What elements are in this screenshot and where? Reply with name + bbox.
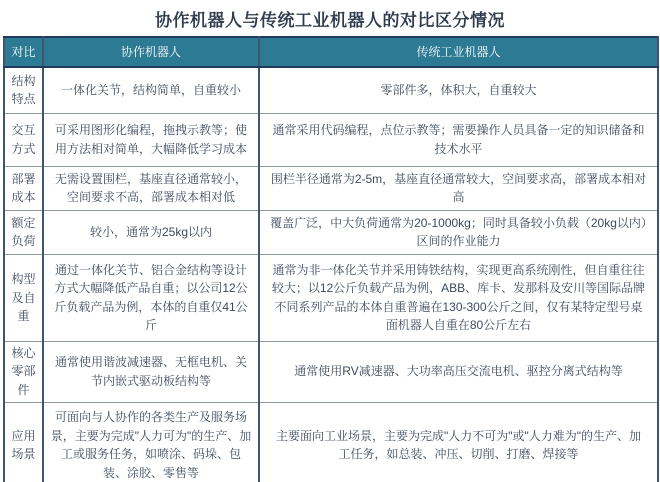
cell-cobot-structure: 一体化关节，结构简单，自重较小 [43, 67, 259, 113]
cell-traditional-deploy: 围栏半径通常为2-5m，基座直径通常较大，空间要求高，部署成本相对高 [259, 166, 658, 210]
table-row [4, 67, 658, 113]
page-title: 协作机器人与传统工业机器人的对比区分情况 [155, 11, 505, 30]
cell-cobot-core-parts: 通常使用谐波减速器、无框电机、关节内嵌式驱动板结构等 [43, 341, 259, 402]
header-cobot: 协作机器人 [43, 37, 259, 67]
row-label-application: 应用场景 [4, 402, 43, 482]
cell-traditional-load: 覆盖广泛，中大负荷通常为20-1000kg；同时具备较小负载（20kg以内）区间的作业能力 [259, 210, 658, 254]
cell-cobot-application: 可面向与人协作的各类生产及服务场景，主要为完成"人力可为"的生产、加工或服务任务，如喷涂、码垛、包装、涂胶、零售等 [43, 402, 259, 482]
row-label-load: 额定负荷 [4, 210, 43, 254]
row-label-config-weight: 构型及自重 [4, 254, 43, 341]
table-header-row [4, 37, 658, 67]
row-label-deploy: 部署成本 [4, 166, 43, 210]
cell-traditional-interaction: 通常采用代码编程，点位示教等；需要操作人员具备一定的知识储备和技术水平 [259, 113, 658, 166]
header-compare: 对比 [4, 37, 43, 67]
cell-traditional-application: 主要面向工业场景，主要为完成"人力不可为"或"人力难为"的生产、加工任务，如总装、冲压、切削、打磨、焊接等 [259, 402, 658, 482]
cell-cobot-interaction: 可采用图形化编程，拖拽示教等；使用方法相对简单，大幅降低学习成本 [43, 113, 259, 166]
table-row [4, 166, 658, 210]
cell-cobot-load: 较小，通常为25kg以内 [43, 210, 259, 254]
table-row [4, 402, 658, 482]
comparison-table [3, 36, 659, 482]
table-row [4, 341, 658, 402]
row-label-interaction: 交互方式 [4, 113, 43, 166]
header-traditional: 传统工业机器人 [259, 37, 658, 67]
cell-traditional-config-weight: 通常为非一体化关节并采用铸铁结构，实现更高系统刚性，但自重往往较大；以12公斤负载产品为例，ABB、库卡、发那科及安川等国际品牌不同系列产品的本体自重普遍在130-300公斤之间，仅有某特定型号桌面机器人自重在80公斤左右 [259, 254, 658, 341]
table-row [4, 254, 658, 341]
cell-cobot-deploy: 无需设置围栏，基座直径通常较小，空间要求不高，部署成本相对低 [43, 166, 259, 210]
cell-traditional-core-parts: 通常使用RV减速器、大功率高压交流电机、驱控分离式结构等 [259, 341, 658, 402]
row-label-core-parts: 核心零部件 [4, 341, 43, 402]
row-label-structure: 结构特点 [4, 67, 43, 113]
table-row [4, 210, 658, 254]
table-row [4, 113, 658, 166]
cell-cobot-config-weight: 通过一体化关节、铝合金结构等设计方式大幅降低产品自重；以公司12公斤负载产品为例，本体的自重仅41公斤 [43, 254, 259, 341]
cell-traditional-structure: 零部件多，体积大，自重较大 [259, 67, 658, 113]
